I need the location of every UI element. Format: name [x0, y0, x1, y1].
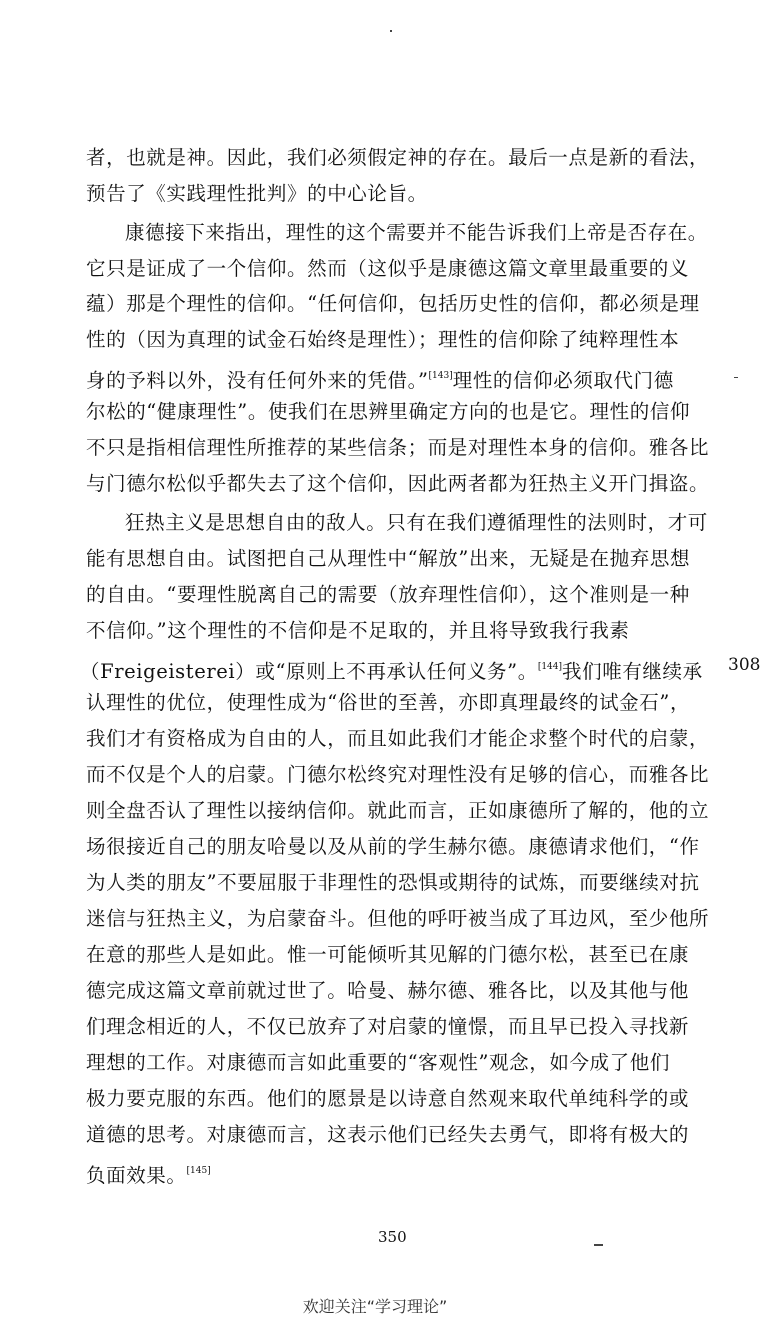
text-line: 我们才有资格成为自由的人，而且如此我们才能企求整个时代的启蒙，: [86, 727, 710, 750]
scan-mark: [734, 377, 738, 378]
footnote-ref-145: [145]: [186, 1166, 211, 1176]
footnote-ref-143: [143]: [428, 371, 453, 381]
text-segment: 负面效果。: [86, 1164, 187, 1187]
text-line: 与门德尔松似乎都失去了这个信仰，因此两者都为狂热主义开门揖盗。: [86, 472, 710, 495]
text-line: 在意的那些人是如此。惟一可能倾听其见解的门德尔松，甚至已在康: [86, 943, 690, 966]
text-line-with-note: [80, 652, 703, 687]
page-number: 350: [378, 1228, 407, 1246]
original-page-number: 308: [728, 655, 760, 675]
footer-note: 欢迎关注“学习理论”: [302, 1297, 448, 1316]
text-line: 者，也就是神。因此，我们必须假定神的存在。最后一点是新的看法，: [86, 146, 710, 169]
text-line: 能有思想自由。试图把自己从理性中“解放”出来，无疑是在抛弃思想: [86, 547, 691, 570]
text-line: 们理念相近的人，不仅已放弃了对启蒙的憧憬，而且早已投入寻找新: [86, 1015, 690, 1038]
text-line: 不只是指相信理性所推荐的某些信条；而是对理性本身的信仰。雅各比: [86, 436, 710, 459]
text-line: 德完成这篇文章前就过世了。哈曼、赫尔德、雅各比，以及其他与他: [86, 979, 690, 1002]
text-line: 尔松的“健康理性”。使我们在思辨里确定方向的也是它。理性的信仰: [86, 400, 691, 423]
paragraph-start: 狂热主义是思想自由的敌人。只有在我们遵循理性的法则时，才可: [125, 511, 708, 534]
text-line: 道德的思考。对康德而言，这表示他们已经失去勇气，即将有极大的: [86, 1123, 690, 1146]
text-line: 迷信与狂热主义，为启蒙奋斗。但他的呼吁被当成了耳边风，至少他所: [86, 907, 710, 930]
text-line: 它只是证成了一个信仰。然而（这似乎是康德这篇文章里最重要的义: [86, 257, 690, 280]
scan-mark: [594, 1244, 603, 1246]
text-line-with-note: [86, 361, 674, 396]
text-segment: 理性的信仰必须取代门德: [452, 369, 674, 392]
text-line: 不信仰。”这个理性的不信仰是不足取的，并且将导致我行我素: [86, 619, 630, 642]
text-line: 而不仅是个人的启蒙。门德尔松终究对理性没有足够的信心，而雅各比: [86, 763, 710, 786]
scan-mark: [390, 30, 392, 32]
paragraph-start: 康德接下来指出，理性的这个需要并不能告诉我们上帝是否存在。: [125, 221, 708, 244]
text-segment: 身的予料以外，没有任何外来的凭借。”: [86, 369, 429, 392]
text-segment: 我们唯有继续承: [562, 660, 703, 683]
text-line: 场很接近自己的朋友哈曼以及从前的学生赫尔德。康德请求他们，“作: [86, 835, 700, 858]
text-line: 认理性的优位，使理性成为“俗世的至善，亦即真理最终的试金石”，: [86, 691, 691, 714]
text-line: 性的（因为真理的试金石始终是理性）；理性的信仰除了纯粹理性本: [86, 328, 680, 351]
text-line: 理想的工作。对康德而言如此重要的“客观性”观念，如今成了他们: [86, 1051, 670, 1074]
text-line-with-note: [86, 1156, 211, 1191]
footnote-ref-144: [144]: [537, 662, 563, 672]
text-line: 蕴）那是个理性的信仰。“任何信仰，包括历史性的信仰，都必须是理: [86, 292, 700, 315]
text-line: 为人类的朋友”不要屈服于非理性的恐惧或期待的试炼，而要继续对抗: [86, 871, 700, 894]
text-line: 极力要克服的东西。他们的愿景是以诗意自然观来取代单纯科学的或: [86, 1087, 690, 1110]
text-line: 则全盘否认了理性以接纳信仰。就此而言，正如康德所了解的，他的立: [86, 799, 710, 822]
text-segment: （Freigeisterei）或“原则上不再承认任何义务”。: [80, 660, 538, 683]
text-line: 的自由。“要理性脱离自己的需要（放弃理性信仰），这个准则是一种: [86, 583, 690, 606]
text-line: 预告了《实践理性批判》的中心论旨。: [86, 182, 428, 205]
